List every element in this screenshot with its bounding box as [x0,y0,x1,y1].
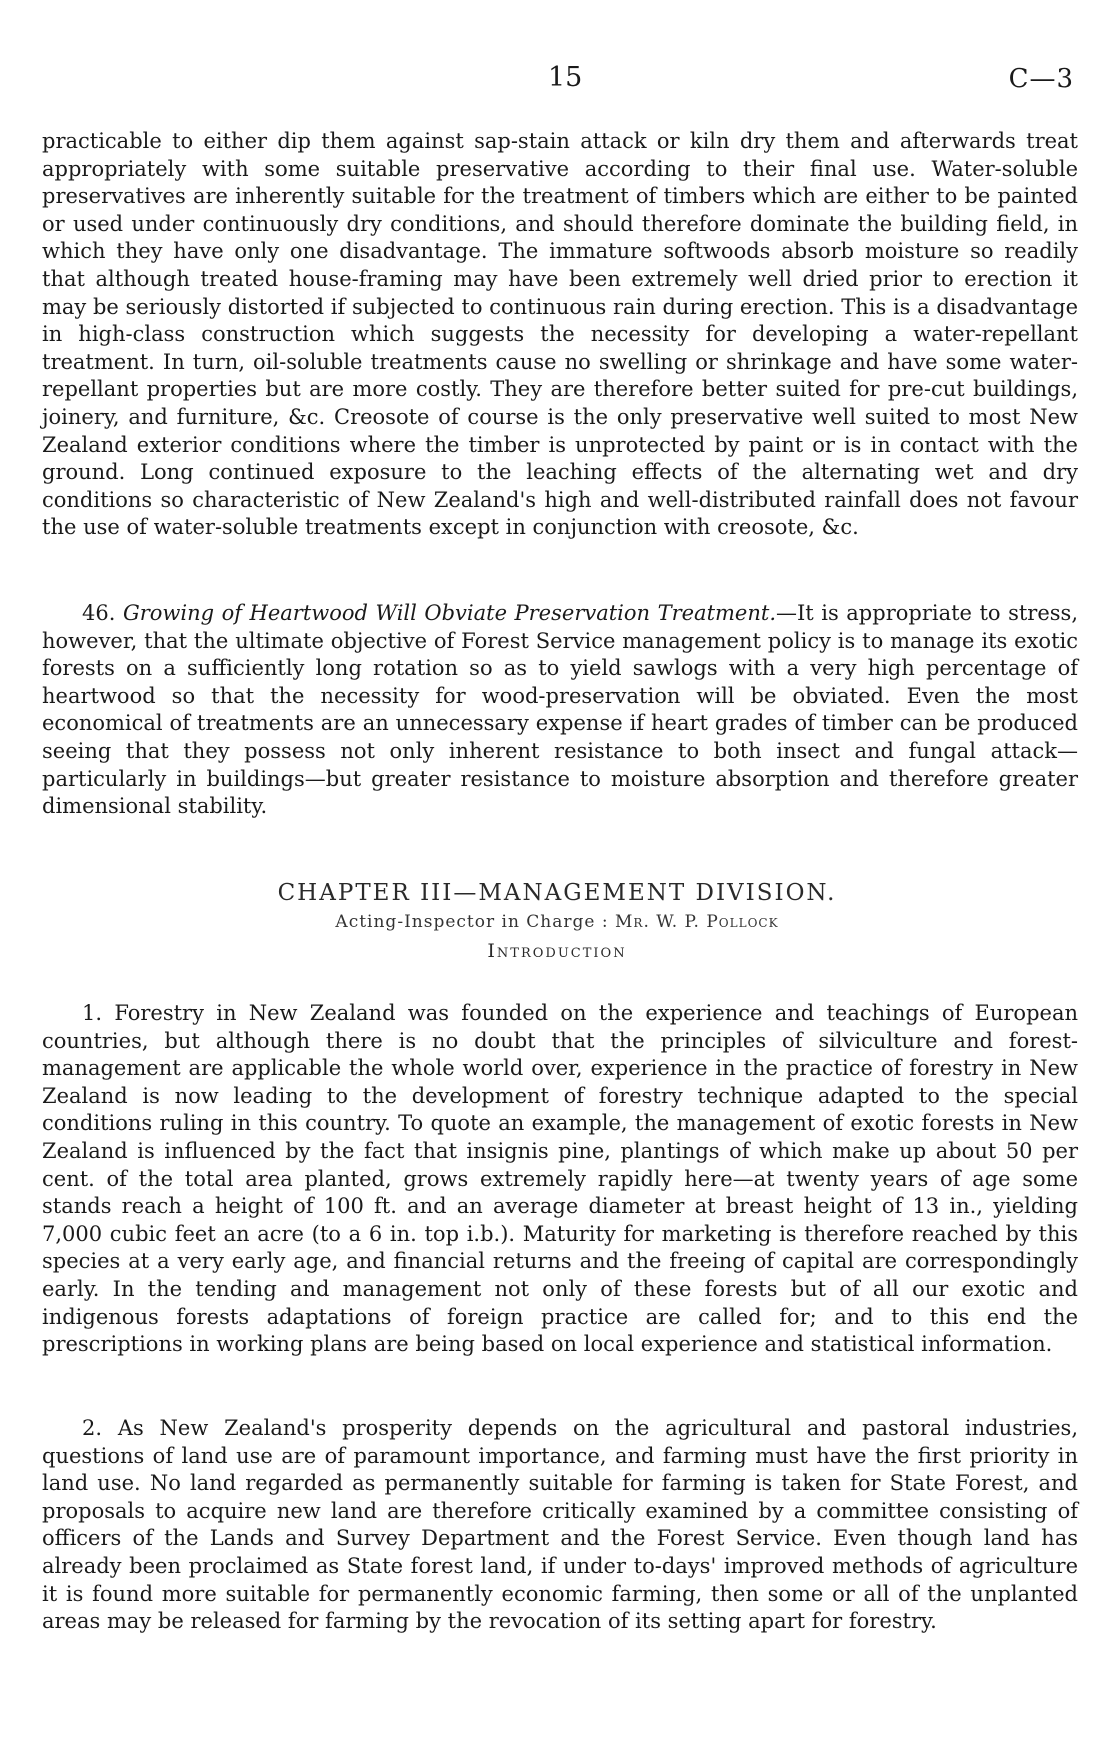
officer-name: Mr. W. P. Pollock [615,912,779,932]
series-code: C—3 [1008,64,1074,94]
page-number: 15 [548,62,583,93]
paragraph-2 [42,1415,1078,1636]
section-title: Introduction [487,940,627,962]
chapter-officer-line [0,912,1114,932]
paragraph-text: As New Zealand's prosperity depends on the agricultural and pastoral industries, questions of land use are of paramount importance, and farming must have the first priority in land use. No land regarded as permanently suitable for farming is taken for State Forest, and proposals to acquire new land are therefore critically examined by a committee consisting of officers of the Lands and Survey Department and the Forest Service. Even though land has already been proclaimed as State forest land, if under to-days' improved methods of agriculture it is found more suitable for permanently economic farming, then some or all of the unplanted areas may be released for farming by the revocation of its setting apart for forestry. [42,1416,1078,1634]
paragraph-heading: Growing of Heartwood Will Obviate Preservation Treatment. [122,601,777,625]
paragraph-text: —It is appropriate to stress, however, that the ultimate objective of Forest Service management policy is to manage its exotic forests on a sufficiently long rotation so as to yield sawlogs with a very high percentage of heartwood so that the necessity for wood-preservation will be obviated. Even the most economical of treatments are an unnecessary expense if heart grades of timber can be produced seeing that they possess not only inherent resistance to both insect and fungal attack—particularly in buildings—but greater resistance to moisture absorption and therefore greater dimensional stability. [42,601,1079,819]
paragraph-46 [42,600,1078,821]
paragraph-1 [42,1000,1078,1359]
officer-label: Acting-Inspector in Charge : [335,912,609,932]
paragraph-continuation: practicable to either dip them against sap-stain attack or kiln dry them and afterwards treat appropriately with some suitable preservative according to their final use. Water-soluble preservatives are inherently suitable for the treatment of timbers which are either to be painted or used under continuously dry conditions, and should therefore dominate the building field, in which they have only one disadvantage. The immature softwoods absorb moisture so readily that although treated house-framing may have been extremely well dried prior to erection it may be seriously distorted if subjected to continuous rain during erection. This is a disadvantage in high-class construction which suggests the necessity for developing a water-repellant treatment. In turn, oil-soluble treatments cause no swelling or shrinkage and have some water-repellant properties but are more costly. They are therefore better suited for pre-cut buildings, joinery, and furniture, &c. Creosote of course is the only preservative well suited to most New Zealand exterior conditions where the timber is unprotected by paint or is in contact with the ground. Long continued exposure to the leaching effects of the alternating wet and dry conditions so characteristic of New Zealand's high and well-distributed rainfall does not favour the use of water-soluble treatments except in conjunction with creosote, &c. [42,129,1078,540]
paragraph-number: 1. [82,1001,103,1025]
paragraph-number: 2. [82,1416,103,1440]
page-header [0,62,1114,102]
chapter-title: CHAPTER III—MANAGEMENT DIVISION. [277,880,837,906]
paragraph-number: 46. [82,601,116,625]
paragraph-text: Forestry in New Zealand was founded on the experience and teachings of European countries, but although there is no doubt that the principles of silviculture and forest-management are applicable the whole world over, experience in the practice of forestry in New Zealand is now leading to the development of forestry technique adapted to the special conditions ruling in this country. To quote an example, the management of exotic forests in New Zealand is influenced by the fact that insignis pine, plantings of which make up about 50 per cent. of the total area planted, grows extremely rapidly here—at twenty years of age some stands reach a height of 100 ft. and an average diameter at breast height of 13 in., yielding 7,000 cubic feet an acre (to a 6 in. top i.b.). Maturity for marketing is therefore reached by this species at a very early age, and financial returns and the freeing of capital are correspondingly early. In the tending and management not only of these forests but of all our exotic and indigenous forests adaptations of foreign practice are called for; and to this end the prescriptions in working plans are being based on local experience and statistical information. [42,1001,1078,1357]
